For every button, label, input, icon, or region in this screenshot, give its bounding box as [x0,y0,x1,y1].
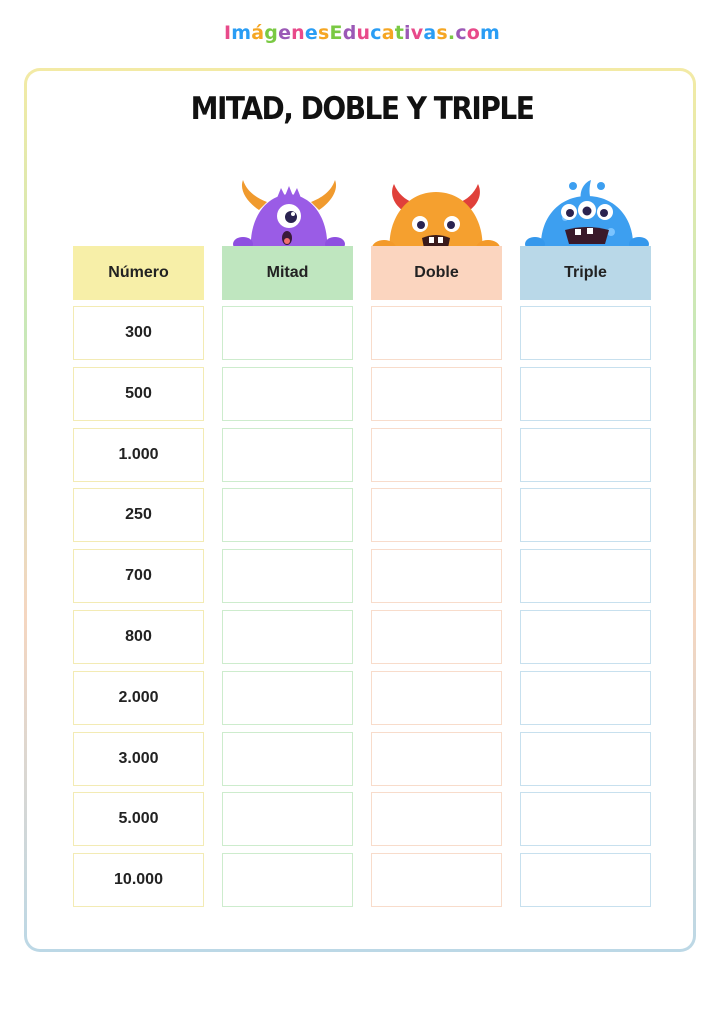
triple-answer-cell[interactable] [520,488,651,542]
purple-monster-icon [229,172,349,252]
triple-answer-cell[interactable] [520,549,651,603]
doble-answer-cell[interactable] [371,732,502,786]
triple-answer-cell[interactable] [520,610,651,664]
doble-answer-cell[interactable] [371,367,502,421]
page-title: MITAD, DOBLE Y TRIPLE [190,90,534,127]
number-cell: 500 [73,367,204,421]
triple-answer-cell[interactable] [520,732,651,786]
header-mitad [222,246,353,300]
doble-answer-cell[interactable] [371,853,502,907]
number-cell: 2.000 [73,671,204,725]
doble-answer-cell[interactable] [371,488,502,542]
number-cell: 300 [73,306,204,360]
orange-monster-icon [372,180,500,256]
header-triple [520,246,651,300]
mitad-answer-cell[interactable] [222,853,353,907]
triple-answer-cell[interactable] [520,367,651,421]
brand-logo: ImágenesEducativas.com [223,22,501,44]
mitad-answer-cell[interactable] [222,732,353,786]
number-cell: 700 [73,549,204,603]
header-mitad-label: Mitad [266,264,309,281]
triple-answer-cell[interactable] [520,671,651,725]
triple-answer-cell[interactable] [520,853,651,907]
doble-answer-cell[interactable] [371,671,502,725]
mitad-answer-cell[interactable] [222,428,353,482]
header-numero [73,246,204,300]
mitad-answer-cell[interactable] [222,671,353,725]
triple-answer-cell[interactable] [520,792,651,846]
mitad-answer-cell[interactable] [222,488,353,542]
header-doble-label: Doble [414,264,459,281]
number-cell: 250 [73,488,204,542]
doble-answer-cell[interactable] [371,428,502,482]
blue-monster-icon [525,176,649,252]
mitad-answer-cell[interactable] [222,549,353,603]
doble-answer-cell[interactable] [371,792,502,846]
mitad-answer-cell[interactable] [222,610,353,664]
number-cell: 5.000 [73,792,204,846]
doble-answer-cell[interactable] [371,610,502,664]
number-cell: 1.000 [73,428,204,482]
doble-answer-cell[interactable] [371,306,502,360]
header-triple-label: Triple [564,264,607,281]
header-numero-label: Número [108,264,169,281]
number-cell: 10.000 [73,853,204,907]
mitad-answer-cell[interactable] [222,792,353,846]
number-cell: 800 [73,610,204,664]
triple-answer-cell[interactable] [520,306,651,360]
mitad-answer-cell[interactable] [222,367,353,421]
header-doble [371,246,502,300]
mitad-answer-cell[interactable] [222,306,353,360]
triple-answer-cell[interactable] [520,428,651,482]
doble-answer-cell[interactable] [371,549,502,603]
number-cell: 3.000 [73,732,204,786]
